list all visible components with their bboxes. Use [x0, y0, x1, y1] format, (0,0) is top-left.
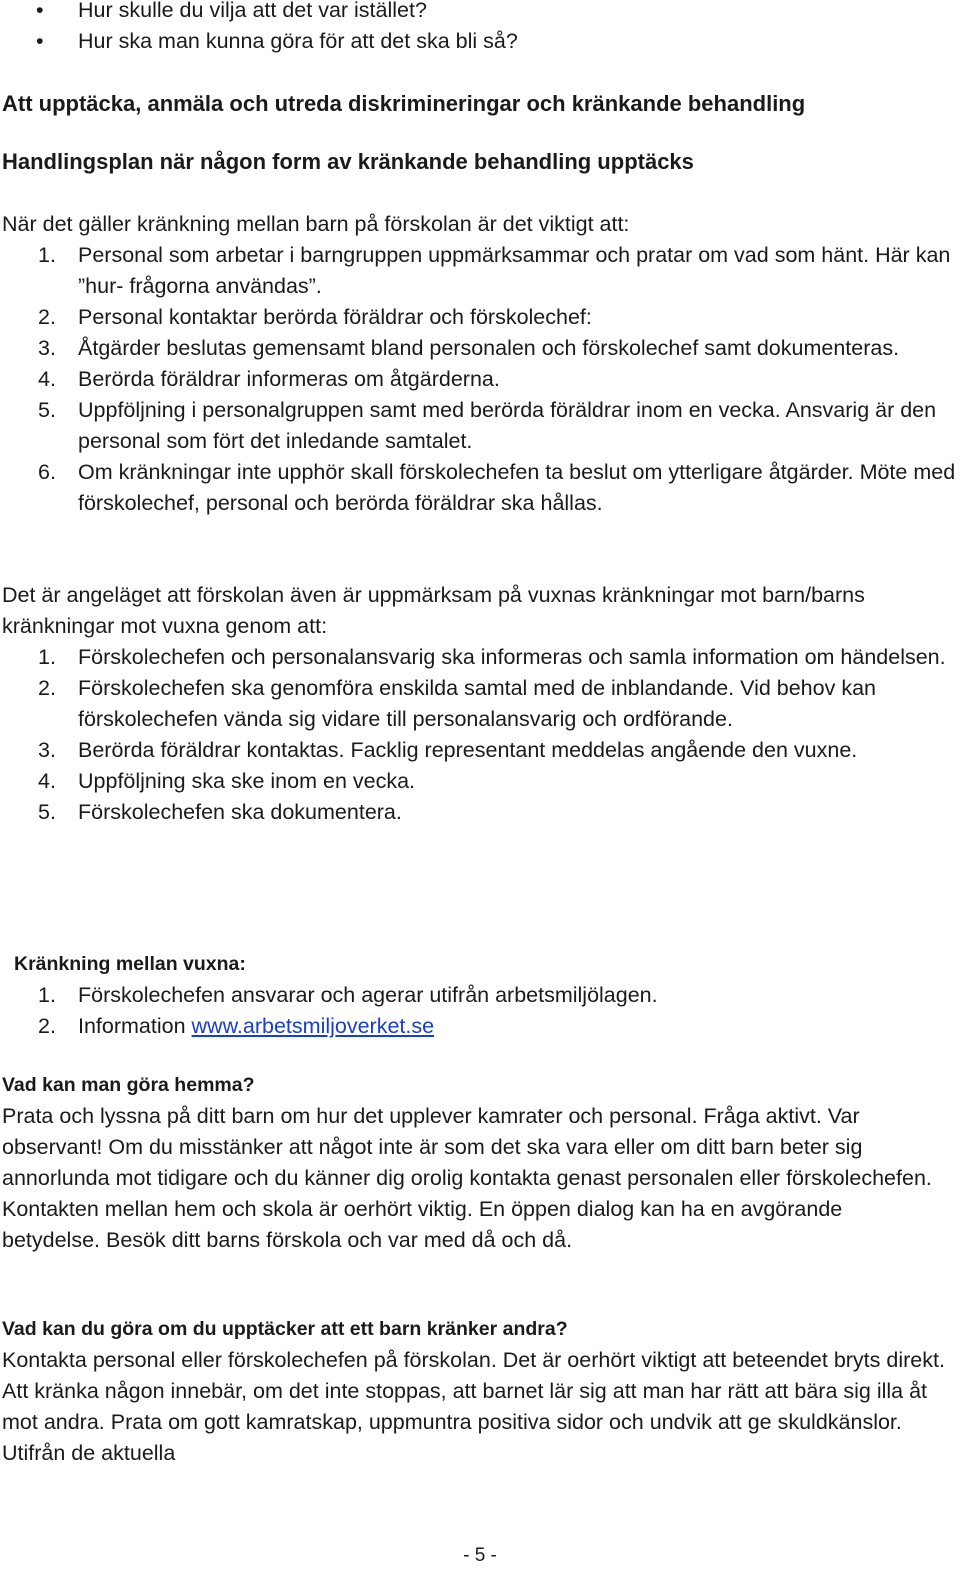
list-number: 1.	[38, 983, 56, 1007]
list-text: Personal kontaktar berörda föräldrar och förskolechef:	[78, 305, 592, 329]
list-text: Förskolechefen ska genomföra enskilda samtal med de inblandande. Vid behov kan förskolechefen vända sig vidare till personalansvarig och ordförande.	[78, 676, 876, 731]
list-item	[0, 333, 960, 364]
adults-section	[0, 580, 960, 828]
list-number: 5.	[38, 398, 56, 422]
list-number: 4.	[38, 769, 56, 793]
top-bullet-list-block	[0, 0, 960, 57]
list-item	[0, 797, 960, 828]
list-text: Berörda föräldrar kontaktas. Facklig representant meddelas angående den vuxne.	[78, 738, 858, 762]
list-text: Berörda föräldrar informeras om åtgärderna.	[78, 367, 500, 391]
list-number: 2.	[38, 676, 56, 700]
page-number: - 5 -	[463, 1545, 497, 1566]
list-item	[0, 735, 960, 766]
list-number: 1.	[38, 645, 56, 669]
between-adults-heading: Kränkning mellan vuxna:	[14, 953, 246, 975]
bullet-item	[0, 0, 960, 26]
home-section	[0, 1070, 960, 1256]
between-adults-steps-list	[0, 980, 960, 1042]
list-text: Information	[78, 1014, 192, 1038]
plan-heading: Handlingsplan när någon form av kränkande behandling upptäcks	[2, 149, 694, 174]
list-text: Personal som arbetar i barngruppen uppmärksammar och pratar om vad som hänt. Här kan ”hur- frågorna användas”.	[78, 243, 951, 298]
children-steps-list	[0, 240, 960, 519]
list-item	[0, 302, 960, 333]
children-intro: När det gäller kränkning mellan barn på förskolan är det viktigt att:	[2, 212, 630, 236]
offender-text: Kontakta personal eller förskolechefen på förskolan. Det är oerhört viktigt att beteendet bryts direkt. Att kränka någon innebär, om det inte stoppas, att barnet lär sig att man har rätt att bära sig illa åt mot andra. Prata om gott kamratskap, uppmuntra positiva sidor och undvik att ge skuldkänslor. Utifrån de aktuella	[2, 1348, 945, 1465]
bullet-text: Hur ska man kunna göra för att det ska bli så?	[78, 29, 518, 53]
list-number: 1.	[38, 243, 56, 267]
main-heading: Att upptäcka, anmäla och utreda diskrimineringar och kränkande behandling	[2, 91, 806, 116]
offender-heading: Vad kan du göra om du upptäcker att ett barn kränker andra?	[2, 1318, 568, 1340]
between-adults-section	[0, 949, 960, 1042]
list-item	[0, 1011, 960, 1042]
list-text: Om kränkningar inte upphör skall förskolechefen ta beslut om ytterligare åtgärder. Möte med förskolechef, personal och berörda föräldrar ska hållas.	[78, 460, 956, 515]
list-number: 3.	[38, 336, 56, 360]
children-section	[0, 209, 960, 519]
bullet-text: Hur skulle du vilja att det var istället?	[78, 0, 427, 22]
bullet-icon: •	[36, 29, 44, 53]
bullet-item	[0, 26, 960, 57]
plan-heading-block	[0, 146, 960, 177]
list-text: Uppföljning i personalgruppen samt med berörda föräldrar inom en vecka. Ansvarig är den personal som fört det inledande samtalet.	[78, 398, 937, 453]
list-text: Förskolechefen ansvarar och agerar utifrån arbetsmiljölagen.	[78, 983, 658, 1007]
list-item	[0, 457, 960, 519]
top-bullet-list	[0, 0, 960, 57]
list-item	[0, 980, 960, 1011]
list-text: Förskolechefen ska dokumentera.	[78, 800, 402, 824]
list-number: 3.	[38, 738, 56, 762]
list-text: Åtgärder beslutas gemensamt bland personalen och förskolechef samt dokumenteras.	[78, 336, 900, 360]
list-item	[0, 673, 960, 735]
adults-steps-list	[0, 642, 960, 828]
list-number: 6.	[38, 460, 56, 484]
list-number: 2.	[38, 1014, 56, 1038]
list-number: 4.	[38, 367, 56, 391]
list-item	[0, 395, 960, 457]
list-number: 5.	[38, 800, 56, 824]
list-text: Förskolechefen och personalansvarig ska informeras och samla information om händelsen.	[78, 645, 946, 669]
main-heading-block	[0, 88, 960, 119]
list-item	[0, 766, 960, 797]
bullet-icon: •	[36, 0, 44, 22]
arbetsmiljoverket-link[interactable]: www.arbetsmiljoverket.se	[191, 1014, 435, 1038]
list-text: Uppföljning ska ske inom en vecka.	[78, 769, 416, 793]
list-number: 2.	[38, 305, 56, 329]
list-item	[0, 642, 960, 673]
adults-intro: Det är angeläget att förskolan även är uppmärksam på vuxnas kränkningar mot barn/barns kränkningar mot vuxna genom att:	[2, 583, 865, 638]
home-heading: Vad kan man göra hemma?	[2, 1074, 255, 1096]
home-text: Prata och lyssna på ditt barn om hur det upplever kamrater och personal. Fråga aktivt. Var observant! Om du misstänker att något inte är som det ska vara eller om ditt barn beter sig annorlunda mot tidigare och du känner dig orolig kontakta genast personalen eller förskolechefen. Kontakten mellan hem och skola är oerhört viktig. En öppen dialog kan ha en avgörande betydelse. Besök ditt barns förskola och var med då och då.	[2, 1104, 932, 1252]
offender-section	[0, 1314, 960, 1469]
list-item	[0, 364, 960, 395]
list-item	[0, 240, 960, 302]
